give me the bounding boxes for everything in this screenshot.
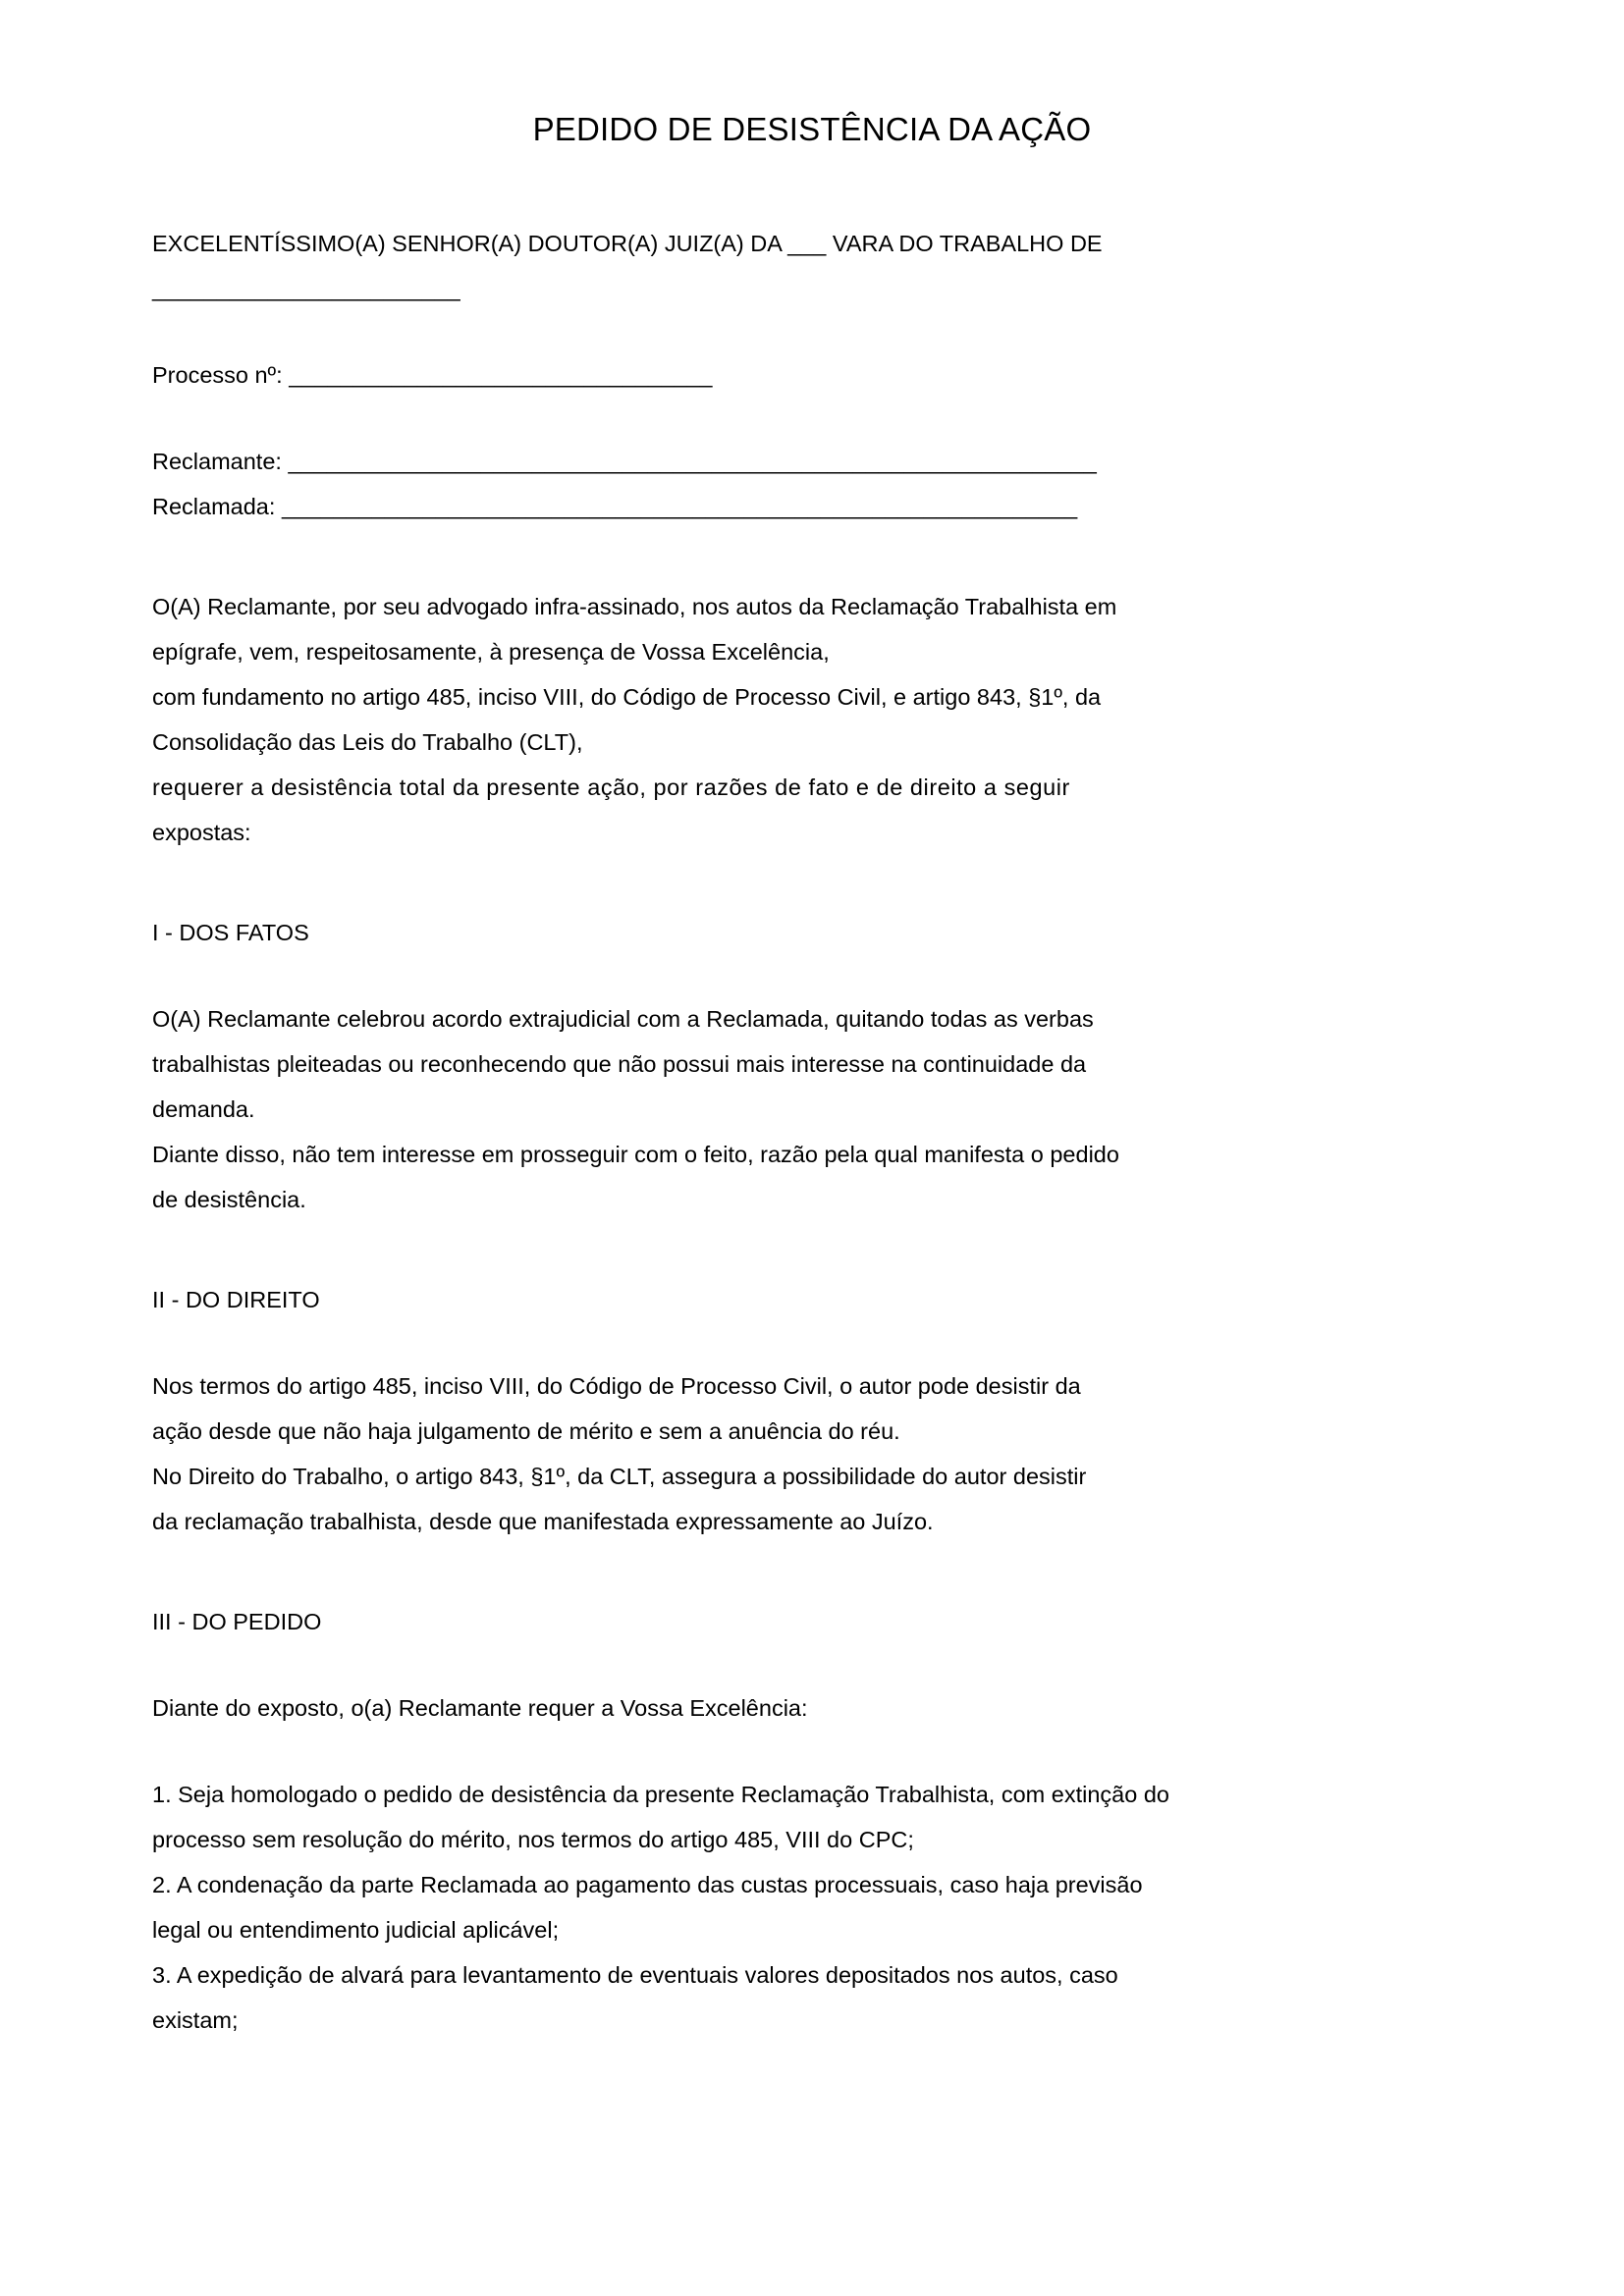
- field-processo: [152, 352, 1291, 398]
- section-pedido-lead: Diante do exposto, o(a) Reclamante requer a Vossa Excelência:: [152, 1695, 808, 1721]
- section-direito-line-4: da reclamação trabalhista, desde que manifestada expressamente ao Juízo.: [152, 1509, 934, 1534]
- spacer: [152, 855, 1291, 910]
- spacer: [152, 398, 1291, 439]
- intro-line-3: com fundamento no artigo 485, inciso VIII, do Código de Processo Civil, e artigo 843, §1º, da: [152, 684, 1102, 710]
- request-item-1-line-1: 1. Seja homologado o pedido de desistência da presente Reclamação Trabalhista, com extinção do: [152, 1782, 1169, 1807]
- intro-line-5: requerer a desistência total da presente ação, por razões de fato e de direito a seguir: [152, 774, 1070, 800]
- field-reclamada: [152, 484, 1291, 529]
- section-fatos-line-4: Diante disso, não tem interesse em prosseguir com o feito, razão pela qual manifesta o pedido: [152, 1142, 1119, 1167]
- section-direito-line-2: ação desde que não haja julgamento de mérito e sem a anuência do réu.: [152, 1418, 900, 1444]
- intro-line-6: expostas:: [152, 820, 251, 845]
- document-body: [152, 221, 1291, 2043]
- spacer: [152, 311, 1291, 352]
- spacer: [152, 1222, 1291, 1277]
- spacer: [152, 529, 1291, 584]
- field-reclamada-label: Reclamada:: [152, 494, 276, 519]
- section-fatos-line-5: de desistência.: [152, 1187, 306, 1212]
- spacer: [152, 1644, 1291, 1685]
- city-blank-line: [152, 266, 1291, 311]
- request-item-1-line-2: processo sem resolução do mérito, nos termos do artigo 485, VIII do CPC;: [152, 1827, 914, 1852]
- city-blank: ________________________: [152, 276, 460, 301]
- intro-line-4: Consolidação das Leis do Trabalho (CLT),: [152, 729, 583, 755]
- section-fatos-line-1: O(A) Reclamante celebrou acordo extrajudicial com a Reclamada, quitando todas as verbas: [152, 1006, 1094, 1032]
- addressee-line: [152, 221, 1291, 266]
- section-direito-line-1: Nos termos do artigo 485, inciso VIII, do Código de Processo Civil, o autor pode desistir da: [152, 1373, 1081, 1399]
- section-heading-fatos: I - DOS FATOS: [152, 920, 309, 945]
- request-item-3-line-1: 3. A expedição de alvará para levantamento de eventuais valores depositados nos autos, caso: [152, 1962, 1118, 1988]
- section-direito-line-3: No Direito do Trabalho, o artigo 843, §1º, da CLT, assegura a possibilidade do autor desistir: [152, 1464, 1087, 1489]
- addressee-prefix: EXCELENTÍSSIMO(A) SENHOR(A) DOUTOR(A) JUIZ(A) DA: [152, 231, 788, 256]
- field-processo-value: _________________________________: [289, 362, 713, 388]
- court-number-blank: ___: [787, 231, 827, 256]
- intro-line-1: O(A) Reclamante, por seu advogado infra-assinado, nos autos da Reclamação Trabalhista em: [152, 594, 1117, 619]
- request-item-2-line-2: legal ou entendimento judicial aplicável;: [152, 1917, 560, 1943]
- page-title: PEDIDO DE DESISTÊNCIA DA AÇÃO: [532, 111, 1092, 147]
- spacer: [152, 1544, 1291, 1599]
- request-item-2-line-1: 2. A condenação da parte Reclamada ao pagamento das custas processuais, caso haja previsão: [152, 1872, 1143, 1897]
- field-reclamante: [152, 439, 1291, 484]
- section-fatos-line-2: trabalhistas pleiteadas ou reconhecendo que não possui mais interesse na continuidade da: [152, 1051, 1087, 1077]
- field-reclamante-label: Reclamante:: [152, 449, 282, 474]
- section-heading-pedido: III - DO PEDIDO: [152, 1609, 322, 1634]
- field-processo-label: Processo nº:: [152, 362, 283, 388]
- intro-line-2: epígrafe, vem, respeitosamente, à presença de Vossa Excelência,: [152, 639, 830, 665]
- addressee-suffix: VARA DO TRABALHO DE: [826, 231, 1103, 256]
- section-fatos-line-3: demanda.: [152, 1096, 255, 1122]
- field-reclamante-value: _______________________________________________________________: [288, 449, 1097, 474]
- field-reclamada-value: ______________________________________________________________: [281, 494, 1078, 519]
- spacer: [152, 1322, 1291, 1363]
- section-heading-direito: II - DO DIREITO: [152, 1287, 320, 1312]
- spacer: [152, 1731, 1291, 1772]
- spacer: [152, 955, 1291, 996]
- request-item-3-line-2: existam;: [152, 2007, 239, 2033]
